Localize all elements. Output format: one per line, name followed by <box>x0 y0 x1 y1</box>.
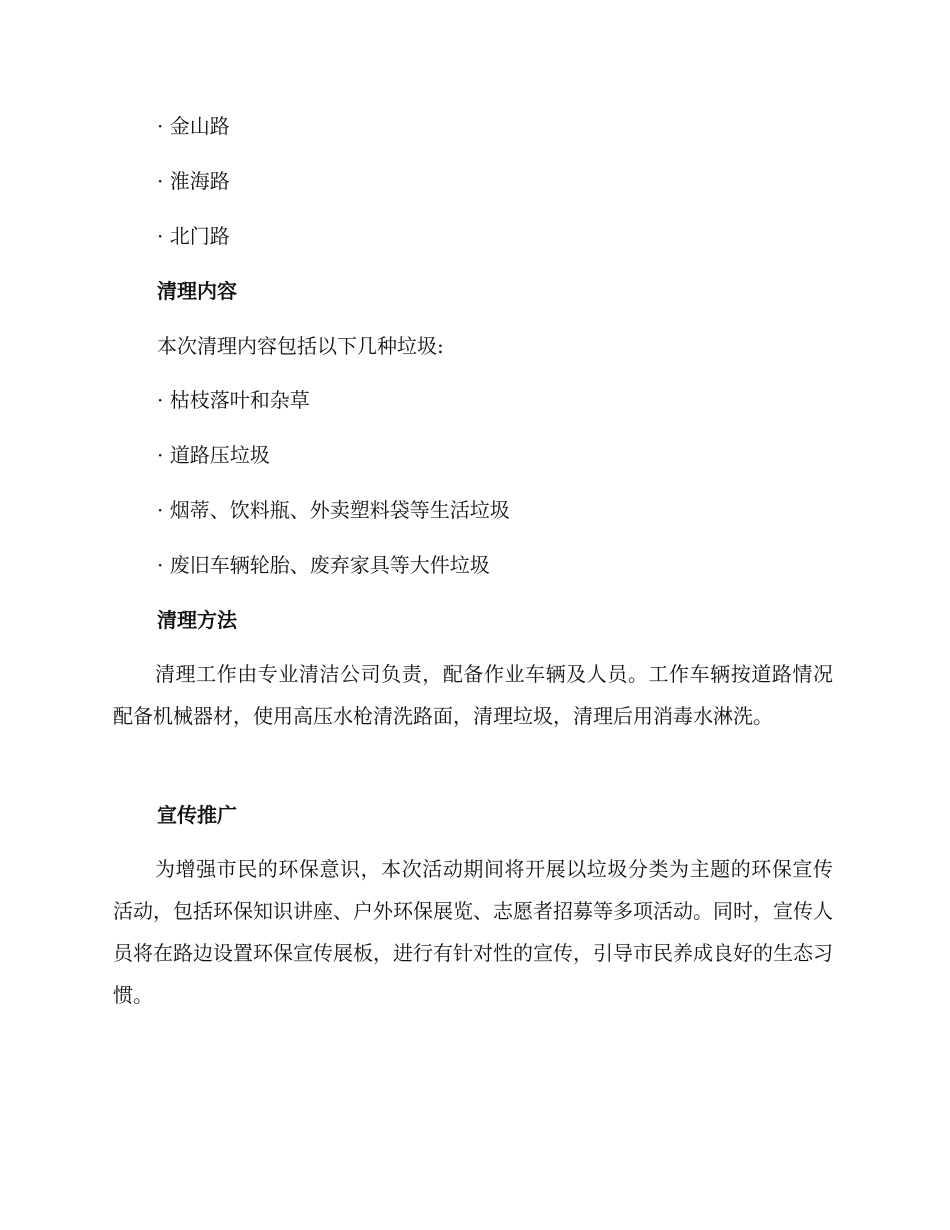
road-list-item: · 淮海路 <box>157 169 230 193</box>
content-list-item: · 烟蒂、饮料瓶、外卖塑料袋等生活垃圾 <box>157 498 510 522</box>
content-list-item: · 道路压垃圾 <box>157 443 270 467</box>
content-list-item: · 废旧车辆轮胎、废弃家具等大件垃圾 <box>157 553 490 577</box>
road-list-item: · 金山路 <box>157 114 230 138</box>
section-heading-promo: 宣传推广 <box>157 803 237 827</box>
method-paragraph: 清理工作由专业清洁公司负责，配备作业车辆及人员。工作车辆按道路情况配备机械器材，使用高压水枪清洗路面，清理垃圾，清理后用消毒水淋洗。 <box>113 662 833 728</box>
section-heading-method: 清理方法 <box>157 608 237 632</box>
content-intro-text: 本次清理内容包括以下几种垃圾: <box>157 334 444 358</box>
section-heading-content: 清理内容 <box>157 279 237 303</box>
promo-paragraph: 为增强市民的环保意识，本次活动期间将开展以垃圾分类为主题的环保宣传活动，包括环保知识讲座、户外环保展览、志愿者招募等多项活动。同时，宣传人员将在路边设置环保宣传展板，进行有针对性的宣传，引导市民养成良好的生态习惯。 <box>113 857 833 1007</box>
road-list-item: · 北门路 <box>157 224 230 248</box>
content-list-item: · 枯枝落叶和杂草 <box>157 388 310 412</box>
